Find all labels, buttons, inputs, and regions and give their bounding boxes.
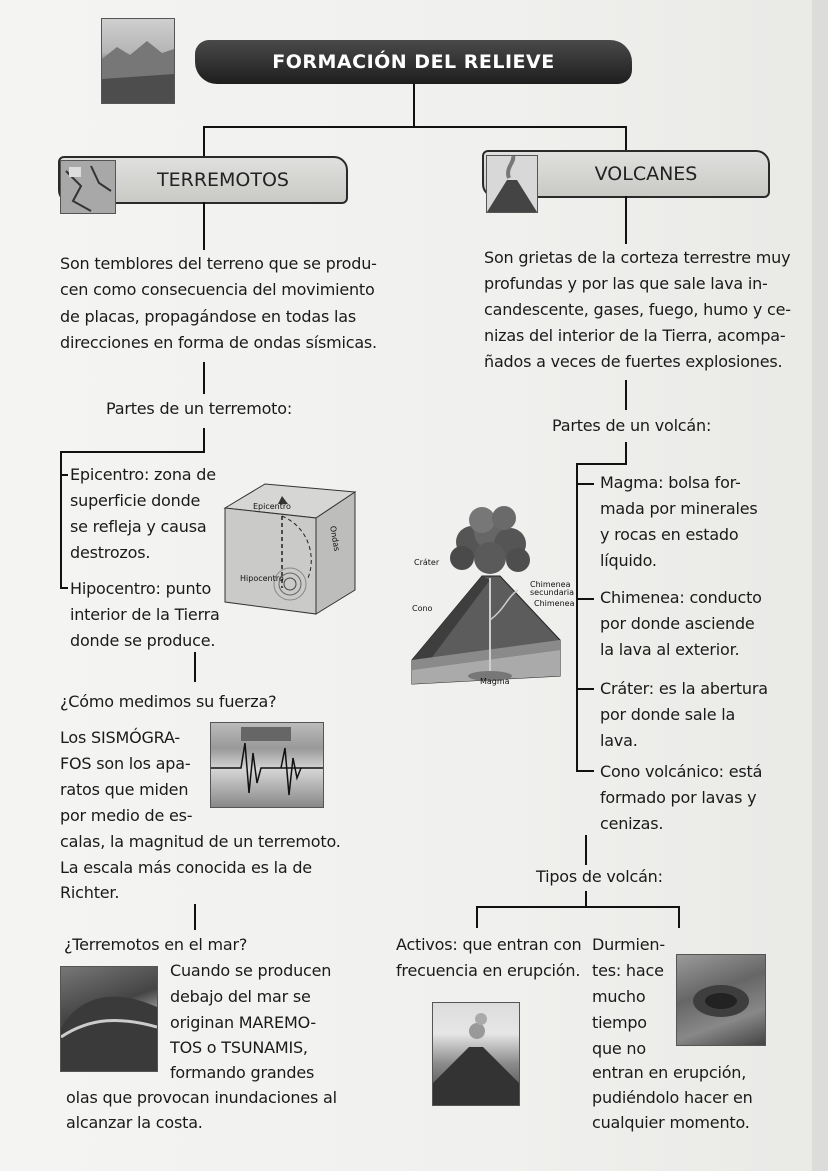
epicentro-text-2: superficie donde — [70, 491, 201, 510]
connector — [678, 906, 680, 928]
durmientes-text-1: Durmien- — [592, 935, 665, 954]
connector — [203, 428, 205, 452]
measure-text-3: ratos que miden — [60, 780, 189, 799]
connector — [194, 652, 196, 682]
measure-text-2: FOS son los apa- — [60, 754, 191, 773]
cono-text-1: Cono volcánico: está — [600, 762, 763, 781]
crater-text-3: lava. — [600, 731, 638, 750]
diagram-label-hipocentro: Hipocentro — [240, 574, 284, 583]
connector — [476, 906, 680, 908]
sea-text-5: formando grandes — [170, 1063, 315, 1082]
connector — [576, 463, 627, 465]
volcanes-definition-5: ñados a veces de fuertes explosiones. — [484, 352, 783, 371]
connector — [625, 380, 627, 410]
volcanes-definition-1: Son grietas de la corteza terrestre muy — [484, 248, 791, 267]
eruption-cloud — [450, 506, 530, 574]
durmientes-text-2: tes: hace — [592, 961, 664, 980]
magma-text-3: y rocas en estado — [600, 525, 739, 544]
connector — [413, 84, 415, 126]
diagram-label-chimenea: Chimenea — [534, 599, 575, 608]
connector — [576, 463, 578, 771]
connector — [203, 362, 205, 394]
page-title: FORMACIÓN DEL RELIEVE — [195, 40, 632, 84]
terremotos-header-label: TERREMOTOS — [157, 169, 289, 191]
connector — [625, 196, 627, 244]
volcano-types-title: Tipos de volcán: — [536, 867, 663, 886]
seismogram-lines — [211, 723, 323, 807]
hipocentro-text-3: donde se produce. — [70, 631, 216, 650]
dormant-volcano-image — [676, 954, 766, 1046]
landscape-icon — [102, 19, 174, 103]
diagram-label-crater: Cráter — [414, 558, 440, 567]
landscape-thumbnail — [101, 18, 175, 104]
dormant-volcano-icon — [677, 955, 765, 1045]
connector — [625, 442, 627, 464]
durmientes-text-4: tiempo — [592, 1013, 647, 1032]
durmientes-text-3: mucho — [592, 987, 646, 1006]
chimenea-text-1: Chimenea: conducto — [600, 588, 762, 607]
magma-text-4: líquido. — [600, 551, 657, 570]
sea-text-1: Cuando se producen — [170, 961, 332, 980]
chimenea-text-2: por donde asciende — [600, 614, 755, 633]
active-volcano-icon — [433, 1003, 519, 1105]
volcanes-definition-4: nizas del interior de la Tierra, acompa- — [484, 326, 786, 345]
sea-text-4: TOS o TSUNAMIS, — [170, 1038, 308, 1057]
active-volcano-image — [432, 1002, 520, 1106]
measure-text-6: La escala más conocida es la de — [60, 858, 312, 877]
connector — [60, 474, 68, 476]
cracked-road-icon — [61, 161, 115, 213]
magma-text-1: Magma: bolsa for- — [600, 473, 741, 492]
connector — [476, 906, 478, 928]
connector — [576, 483, 594, 485]
sea-text-3: originan MAREMO- — [170, 1013, 316, 1032]
volcanes-header-label: VOLCANES — [594, 163, 698, 185]
durmientes-text-7: pudiéndolo hacer en — [592, 1088, 753, 1107]
connector — [585, 891, 587, 907]
page-edge — [812, 0, 828, 1171]
epicentro-text-1: Epicentro: zona de — [70, 465, 216, 484]
hipocentro-text-2: interior de la Tierra — [70, 605, 220, 624]
sea-question: ¿Terremotos en el mar? — [64, 935, 248, 954]
terremoto-parts-title: Partes de un terremoto: — [106, 399, 293, 418]
connector — [60, 587, 68, 589]
connector — [60, 451, 205, 453]
wave-icon — [61, 967, 157, 1071]
volcano-icon — [487, 156, 537, 212]
seismograph-image — [210, 722, 324, 808]
activos-text-1: Activos: que entran con — [396, 935, 582, 954]
diagram-label-epicentro: Epicentro — [253, 502, 291, 511]
terremotos-definition-4: direcciones en forma de ondas sísmicas. — [60, 333, 377, 352]
earthquake-thumbnail — [60, 160, 116, 214]
hipocentro-text-1: Hipocentro: punto — [70, 579, 212, 598]
measure-text-7: Richter. — [60, 883, 120, 902]
connector — [203, 126, 626, 128]
terremotos-definition-2: cen como consecuencia del movimiento — [60, 280, 375, 299]
connector — [203, 202, 205, 250]
tsunami-image — [60, 966, 158, 1072]
connector — [576, 688, 594, 690]
epicentro-text-3: se refleja y causa — [70, 517, 207, 536]
activos-text-2: frecuencia en erupción. — [396, 961, 581, 980]
chimenea-text-3: la lava al exterior. — [600, 640, 740, 659]
diagram-label-magma: Magma — [480, 677, 510, 686]
connector — [576, 770, 594, 772]
volcan-parts-title: Partes de un volcán: — [552, 416, 712, 435]
cono-text-2: formado por lavas y — [600, 788, 757, 807]
connector — [585, 835, 587, 865]
measure-text-5: calas, la magnitud de un terremoto. — [60, 832, 341, 851]
epicentro-text-4: destrozos. — [70, 543, 151, 562]
terremotos-definition-1: Son temblores del terreno que se produ- — [60, 254, 377, 273]
sea-text-6: olas que provocan inundaciones al — [66, 1088, 337, 1107]
cono-text-3: cenizas. — [600, 814, 664, 833]
sea-text-7: alcanzar la costa. — [66, 1113, 203, 1132]
durmientes-text-6: entran en erupción, — [592, 1063, 747, 1082]
diagram-label-cono: Cono — [412, 604, 433, 613]
diagram-label-ondas: Ondas — [328, 525, 342, 552]
magma-text-2: mada por minerales — [600, 499, 758, 518]
crater-text-2: por donde sale la — [600, 705, 736, 724]
measure-question: ¿Cómo medimos su fuerza? — [60, 692, 277, 711]
connector — [60, 451, 62, 588]
durmientes-text-5: que no — [592, 1039, 646, 1058]
durmientes-text-8: cualquier momento. — [592, 1113, 750, 1132]
measure-text-1: Los SISMÓGRA- — [60, 728, 180, 747]
connector — [576, 598, 594, 600]
sea-text-2: debajo del mar se — [170, 987, 311, 1006]
volcanes-definition-2: profundas y por las que sale lava in- — [484, 274, 768, 293]
connector — [203, 126, 205, 158]
connector — [194, 904, 196, 930]
crater-text-1: Cráter: es la abertura — [600, 679, 768, 698]
volcanes-definition-3: candescente, gases, fuego, humo y ce- — [484, 300, 791, 319]
volcano-thumbnail — [486, 155, 538, 213]
terremotos-definition-3: de placas, propagándose en todas las — [60, 307, 356, 326]
diagram-label-chimenea-sec-1: Chimenea — [530, 580, 571, 589]
diagram-label-chimenea-sec-2: secundaria — [530, 588, 575, 597]
measure-text-4: por medio de es- — [60, 806, 193, 825]
